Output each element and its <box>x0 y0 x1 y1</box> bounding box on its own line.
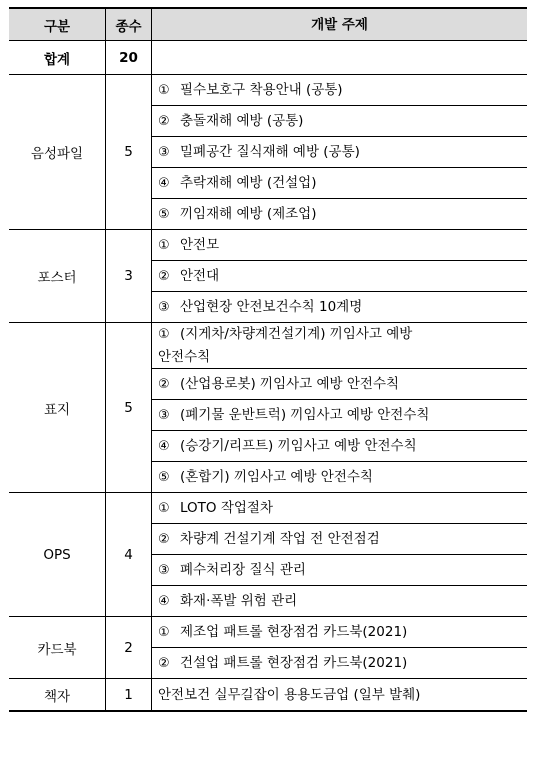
group-name: 책자 <box>9 679 106 712</box>
item-text: (혼합기) 끼임사고 예방 안전수칙 <box>180 468 373 485</box>
item-text: 차량계 건설기계 작업 전 안전점검 <box>180 530 380 547</box>
item-text: 건설업 패트롤 현장점검 카드북(2021) <box>180 654 408 671</box>
topic-item <box>152 555 528 586</box>
topic-item <box>152 400 528 431</box>
group-name: 카드북 <box>9 617 106 679</box>
topic-item <box>152 431 528 462</box>
total-count: 20 <box>106 41 152 75</box>
item-text: 폐수처리장 질식 관리 <box>180 561 306 578</box>
topic-item <box>152 323 528 369</box>
total-label: 합계 <box>9 41 106 75</box>
topic-item <box>152 292 528 323</box>
item-text: 추락재해 예방 (건설업) <box>180 174 317 191</box>
group-name: 음성파일 <box>9 75 106 230</box>
topic-item <box>152 462 528 493</box>
development-topics-table <box>9 7 527 712</box>
table-row <box>9 323 527 369</box>
table-row <box>9 617 527 648</box>
topic-item <box>152 75 528 106</box>
header-count: 종수 <box>106 8 152 41</box>
item-number: ⑤ <box>158 469 170 485</box>
topic-item <box>152 199 528 230</box>
topic-item <box>152 369 528 400</box>
item-number: ③ <box>158 562 170 578</box>
item-number: ① <box>158 82 170 98</box>
item-text: 끼임재해 예방 (제조업) <box>180 205 317 222</box>
item-number: ② <box>158 655 170 671</box>
group-count: 1 <box>106 679 152 712</box>
item-text: 화재·폭발 위험 관리 <box>180 592 298 609</box>
item-number: ④ <box>158 175 170 191</box>
item-number: ② <box>158 113 170 129</box>
item-text: (승강기/리프트) 끼임사고 예방 안전수칙 <box>180 437 417 454</box>
item-number: ④ <box>158 438 170 454</box>
topic-item <box>152 106 528 137</box>
item-text: (산업용로봇) 끼임사고 예방 안전수칙 <box>180 375 400 392</box>
topic-item <box>152 168 528 199</box>
item-text: 필수보호구 착용안내 (공통) <box>180 81 343 98</box>
group-count: 5 <box>106 75 152 230</box>
topic-item: 안전보건 실무길잡이 용용도금업 (일부 발췌) <box>152 679 528 712</box>
group-name: OPS <box>9 493 106 617</box>
item-number: ③ <box>158 407 170 423</box>
item-text: 충돌재해 예방 (공통) <box>180 112 304 129</box>
topic-item <box>152 261 528 292</box>
item-number: ⑤ <box>158 206 170 222</box>
topic-item <box>152 493 528 524</box>
item-number: ② <box>158 531 170 547</box>
table-row <box>9 679 527 712</box>
item-number: ① <box>158 237 170 253</box>
item-text: 밀폐공간 질식재해 예방 (공통) <box>180 143 360 160</box>
table-row <box>9 493 527 524</box>
item-text-continued: 안전수칙 <box>158 349 211 365</box>
header-row <box>9 8 527 41</box>
group-count: 3 <box>106 230 152 323</box>
item-number: ② <box>158 376 170 392</box>
table-row <box>9 230 527 261</box>
group-name: 포스터 <box>9 230 106 323</box>
item-text: 안전대 <box>180 267 220 284</box>
item-text: (폐기물 운반트럭) 끼임사고 예방 안전수칙 <box>180 406 430 423</box>
topic-item <box>152 617 528 648</box>
group-count: 2 <box>106 617 152 679</box>
table-row <box>9 75 527 106</box>
item-number: ① <box>158 327 170 342</box>
item-text: (지게차/차량계건설기계) 끼임사고 예방 <box>180 326 413 342</box>
total-row <box>9 41 527 75</box>
item-number: ④ <box>158 593 170 609</box>
group-name: 표지 <box>9 323 106 493</box>
item-number: ① <box>158 624 170 640</box>
total-topic-empty <box>152 41 528 75</box>
item-text: LOTO 작업절차 <box>180 499 273 516</box>
topic-item <box>152 230 528 261</box>
topic-item <box>152 648 528 679</box>
item-text: 안전모 <box>180 236 220 253</box>
topic-item <box>152 137 528 168</box>
topic-item <box>152 586 528 617</box>
group-count: 5 <box>106 323 152 493</box>
topic-item <box>152 524 528 555</box>
group-count: 4 <box>106 493 152 617</box>
item-text: 제조업 패트롤 현장점검 카드북(2021) <box>180 623 408 640</box>
item-text: 산업현장 안전보건수칙 10계명 <box>180 298 363 315</box>
item-number: ③ <box>158 144 170 160</box>
header-category: 구분 <box>9 8 106 41</box>
header-topic: 개발 주제 <box>152 8 528 41</box>
item-number: ③ <box>158 299 170 315</box>
item-number: ② <box>158 268 170 284</box>
item-number: ① <box>158 500 170 516</box>
